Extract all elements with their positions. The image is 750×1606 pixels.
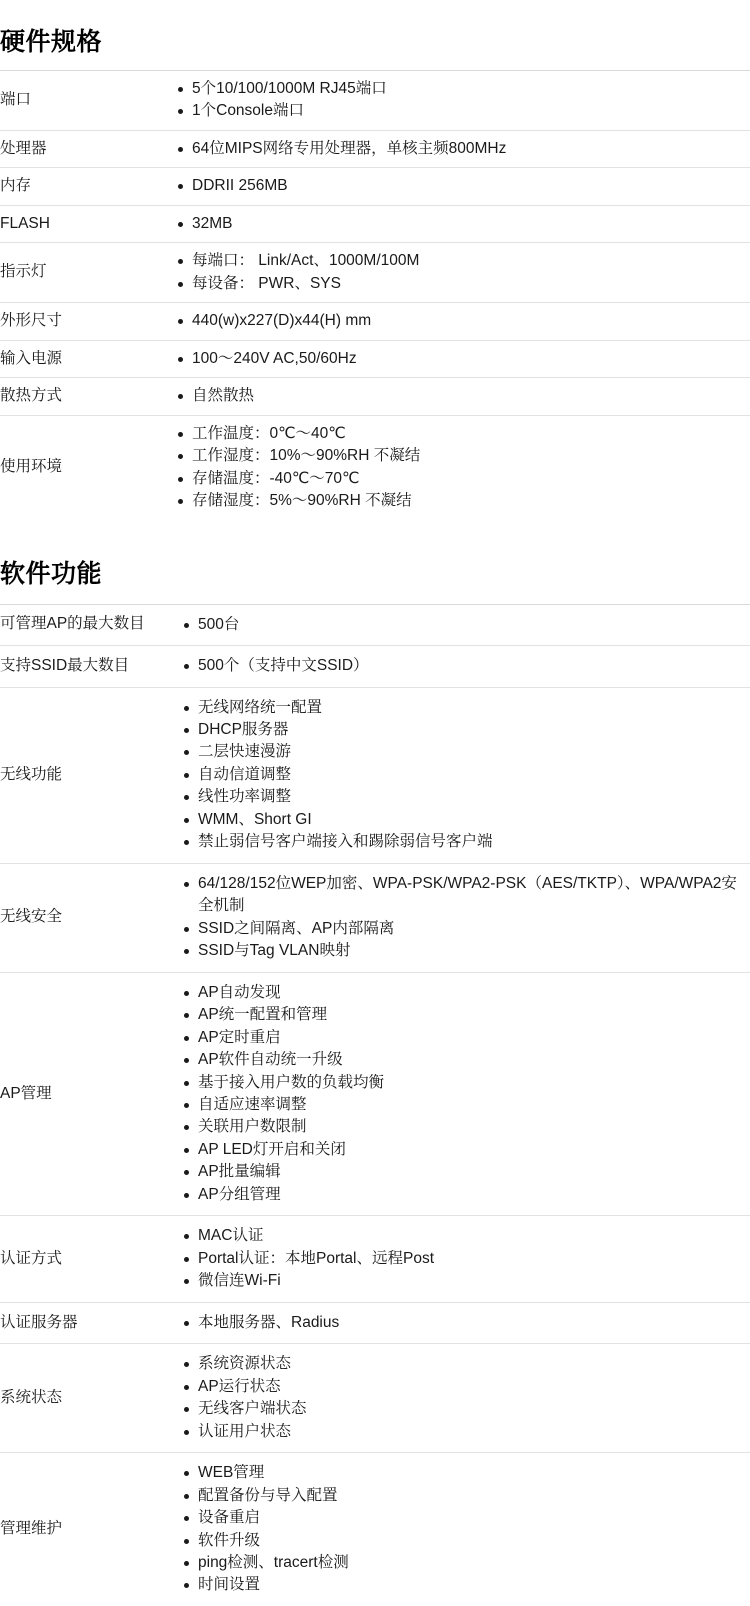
spec-bullet-list — [160, 982, 750, 1207]
list-item: 二层快速漫游 — [184, 741, 750, 763]
spec-value — [160, 687, 750, 863]
spec-label: 可管理AP的最大数目 — [0, 615, 145, 633]
table-row — [0, 378, 750, 415]
hardware-section — [0, 0, 750, 520]
software-table-body — [0, 604, 750, 1606]
spec-value — [160, 303, 750, 340]
table-row — [0, 340, 750, 377]
list-item: 500个（支持中文SSID） — [184, 655, 750, 677]
list-item: SSID与Tag VLAN映射 — [184, 940, 750, 962]
spec-value — [160, 972, 750, 1216]
hardware-spec-table — [0, 70, 750, 520]
spec-bullet-list — [160, 78, 750, 123]
list-item: 工作温度：0℃～40℃ — [178, 423, 750, 445]
spec-bullet-list — [160, 310, 750, 332]
software-spec-table — [0, 604, 750, 1606]
spec-label: 系统状态 — [0, 1388, 63, 1406]
list-item: 64位MIPS网络专用处理器，单核主频800MHz — [178, 138, 750, 160]
table-row — [0, 243, 750, 303]
list-item: AP运行状态 — [184, 1376, 750, 1398]
spec-value — [160, 130, 750, 167]
spec-bullet-list — [160, 1353, 750, 1443]
list-item: AP分组管理 — [184, 1184, 750, 1206]
spec-bullet-list — [160, 697, 750, 854]
spec-label: 无线安全 — [0, 908, 63, 926]
spec-value — [160, 604, 750, 645]
list-item: MAC认证 — [184, 1225, 750, 1247]
spec-label: 输入电源 — [0, 349, 63, 367]
hardware-table-body — [0, 71, 750, 520]
list-item: 无线客户端状态 — [184, 1398, 750, 1420]
spec-label: 内存 — [0, 177, 32, 195]
list-item: 每端口： Link/Act、1000M/100M — [178, 250, 750, 272]
list-item: 系统资源状态 — [184, 1353, 750, 1375]
list-item: AP批量编辑 — [184, 1161, 750, 1183]
list-item: 自然散热 — [178, 385, 750, 407]
table-row — [0, 205, 750, 242]
spec-label: 认证服务器 — [0, 1313, 78, 1331]
list-item: 32MB — [178, 213, 750, 235]
spec-bullet-list — [160, 1225, 750, 1292]
list-item: 基于接入用户数的负载均衡 — [184, 1072, 750, 1094]
list-item: 软件升级 — [184, 1530, 750, 1552]
list-item: 1个Console端口 — [178, 100, 750, 122]
list-item: ping检测、tracert检测 — [184, 1552, 750, 1574]
table-row — [0, 168, 750, 205]
list-item: 每设备： PWR、SYS — [178, 273, 750, 295]
list-item: 5个10/100/1000M RJ45端口 — [178, 78, 750, 100]
list-item: DHCP服务器 — [184, 719, 750, 741]
list-item: 自动信道调整 — [184, 764, 750, 786]
list-item: 无线网络统一配置 — [184, 697, 750, 719]
spec-value — [160, 168, 750, 205]
spec-bullet-list — [160, 873, 750, 963]
table-row — [0, 1453, 750, 1606]
spec-value — [160, 340, 750, 377]
list-item: 自适应速率调整 — [184, 1094, 750, 1116]
list-item: 存储温度：-40℃～70℃ — [178, 468, 750, 490]
spec-bullet-list — [160, 1462, 750, 1597]
list-item: 线性功率调整 — [184, 786, 750, 808]
table-row — [0, 972, 750, 1216]
list-item: 500台 — [184, 614, 750, 636]
list-item: 100～240V AC,50/60Hz — [178, 348, 750, 370]
spec-value — [160, 1216, 750, 1302]
list-item: 微信连Wi-Fi — [184, 1270, 750, 1292]
table-row — [0, 1302, 750, 1343]
spec-bullet-list — [160, 175, 750, 197]
spec-value — [160, 863, 750, 972]
spec-value — [160, 243, 750, 303]
list-item: DDRII 256MB — [178, 175, 750, 197]
table-row — [0, 415, 750, 519]
list-item: 禁止弱信号客户端接入和踢除弱信号客户端 — [184, 831, 750, 853]
list-item: Portal认证：本地Portal、远程Post — [184, 1248, 750, 1270]
list-item: AP LED灯开启和关闭 — [184, 1139, 750, 1161]
list-item: AP自动发现 — [184, 982, 750, 1004]
list-item: 工作湿度：10%～90%RH 不凝结 — [178, 445, 750, 467]
spec-label: FLASH — [0, 214, 50, 232]
software-title: 软件功能 — [0, 559, 103, 588]
spec-label: 外形尺寸 — [0, 312, 63, 330]
list-item: SSID之间隔离、AP内部隔离 — [184, 918, 750, 940]
spec-bullet-list — [160, 348, 750, 370]
list-item: AP软件自动统一升级 — [184, 1049, 750, 1071]
spec-label: 管理维护 — [0, 1520, 63, 1538]
table-row — [0, 130, 750, 167]
spec-value — [160, 415, 750, 519]
table-row — [0, 71, 750, 131]
list-item: 认证用户状态 — [184, 1421, 750, 1443]
list-item: WEB管理 — [184, 1462, 750, 1484]
spec-label: 散热方式 — [0, 386, 63, 404]
table-row — [0, 863, 750, 972]
list-item: 存储湿度：5%～90%RH 不凝结 — [178, 490, 750, 512]
table-row — [0, 687, 750, 863]
spec-label: 处理器 — [0, 139, 47, 157]
spec-value — [160, 1453, 750, 1606]
spec-value — [160, 378, 750, 415]
spec-bullet-list — [160, 250, 750, 295]
table-row — [0, 604, 750, 645]
list-item: WMM、Short GI — [184, 809, 750, 831]
table-row — [0, 646, 750, 687]
spec-label: 使用环境 — [0, 458, 63, 476]
spec-bullet-list — [160, 614, 750, 636]
list-item: AP统一配置和管理 — [184, 1004, 750, 1026]
list-item: 关联用户数限制 — [184, 1116, 750, 1138]
list-item: 440(w)x227(D)x44(H) mm — [178, 310, 750, 332]
spec-bullet-list — [160, 423, 750, 513]
table-row — [0, 303, 750, 340]
spec-value — [160, 205, 750, 242]
spec-label: 指示灯 — [0, 263, 47, 281]
page-title: 硬件规格 — [0, 28, 103, 56]
spec-label: 支持SSID最大数目 — [0, 656, 130, 674]
list-item: AP定时重启 — [184, 1027, 750, 1049]
spec-bullet-list — [160, 1312, 750, 1334]
spec-value — [160, 1344, 750, 1453]
spec-value — [160, 1302, 750, 1343]
spec-label: 认证方式 — [0, 1249, 63, 1267]
spec-bullet-list — [160, 655, 750, 677]
spec-bullet-list — [160, 213, 750, 235]
table-row — [0, 1344, 750, 1453]
spec-label: 无线功能 — [0, 765, 63, 783]
spec-value — [160, 646, 750, 687]
list-item: 本地服务器、Radius — [184, 1312, 750, 1334]
spec-bullet-list — [160, 138, 750, 160]
list-item: 64/128/152位WEP加密、WPA-PSK/WPA2-PSK（AES/TKTP）、WPA/WPA2安全机制 — [184, 873, 750, 918]
spec-value — [160, 71, 750, 131]
spec-label: AP管理 — [0, 1084, 52, 1102]
table-row — [0, 1216, 750, 1302]
software-section — [0, 520, 750, 1606]
spec-bullet-list — [160, 385, 750, 407]
list-item: 配置备份与导入配置 — [184, 1485, 750, 1507]
list-item: 设备重启 — [184, 1507, 750, 1529]
spec-label: 端口 — [0, 91, 32, 108]
list-item: 时间设置 — [184, 1574, 750, 1596]
